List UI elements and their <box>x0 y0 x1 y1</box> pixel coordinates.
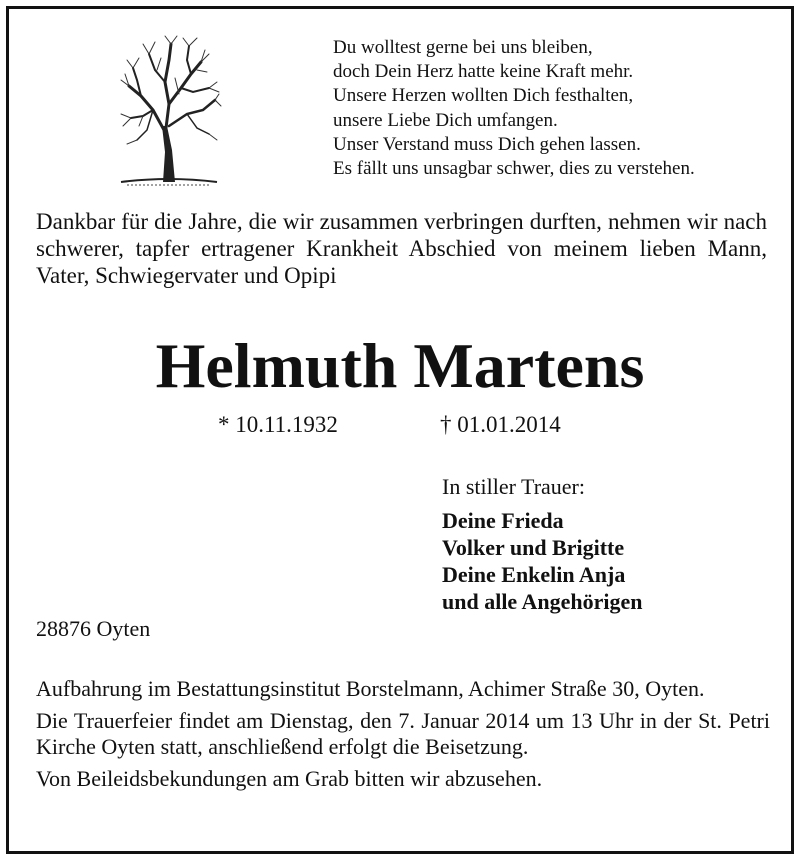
tree-icon <box>113 30 225 190</box>
condolence-note: Von Beileidsbekundungen am Grab bitten wir abzusehen. <box>36 766 543 791</box>
location: 28876 Oyten <box>36 616 151 641</box>
ceremony-info: Die Trauerfeier findet am Dienstag, den 7. Januar 2014 um 13 Uhr in der St. Petri Kirche Oyten statt, anschließend erfolgt die Beisetzung. <box>36 708 770 759</box>
mourners-list <box>442 507 642 615</box>
mourner: Deine Frieda <box>442 508 564 533</box>
poem-line: Du wolltest gerne bei uns bleiben, <box>333 37 593 58</box>
deceased-name: Helmuth Martens <box>155 330 645 401</box>
mourner: Volker und Brigitte <box>442 535 625 560</box>
mourning-label: In stiller Trauer: <box>442 474 585 499</box>
death-date: † 01.01.2014 <box>440 412 561 437</box>
birth-date: * 10.11.1932 <box>218 412 338 437</box>
intro-text: Dankbar für die Jahre, die wir zusammen verbringen durften, nehmen wir nach schwerer, tapfer ertragener Krankheit Abschied von meinem lieben Mann, Vater, Schwiegervater und Opipi <box>36 209 767 288</box>
poem <box>333 36 695 181</box>
poem-line: unsere Liebe Dich umfangen. <box>333 109 558 131</box>
mourner: und alle Angehörigen <box>442 589 643 614</box>
poem-line: Unser Verstand muss Dich gehen lassen. <box>333 133 641 155</box>
viewing-info: Aufbahrung im Bestattungsinstitut Borstelmann, Achimer Straße 30, Oyten. <box>36 676 705 701</box>
poem-line: Es fällt uns unsagbar schwer, dies zu verstehen. <box>333 158 695 180</box>
mourner: Deine Enkelin Anja <box>442 562 626 587</box>
poem-line: doch Dein Herz hatte keine Kraft mehr. <box>333 61 634 83</box>
funeral-details <box>36 676 770 798</box>
poem-line: Unsere Herzen wollten Dich festhalten, <box>333 85 634 107</box>
